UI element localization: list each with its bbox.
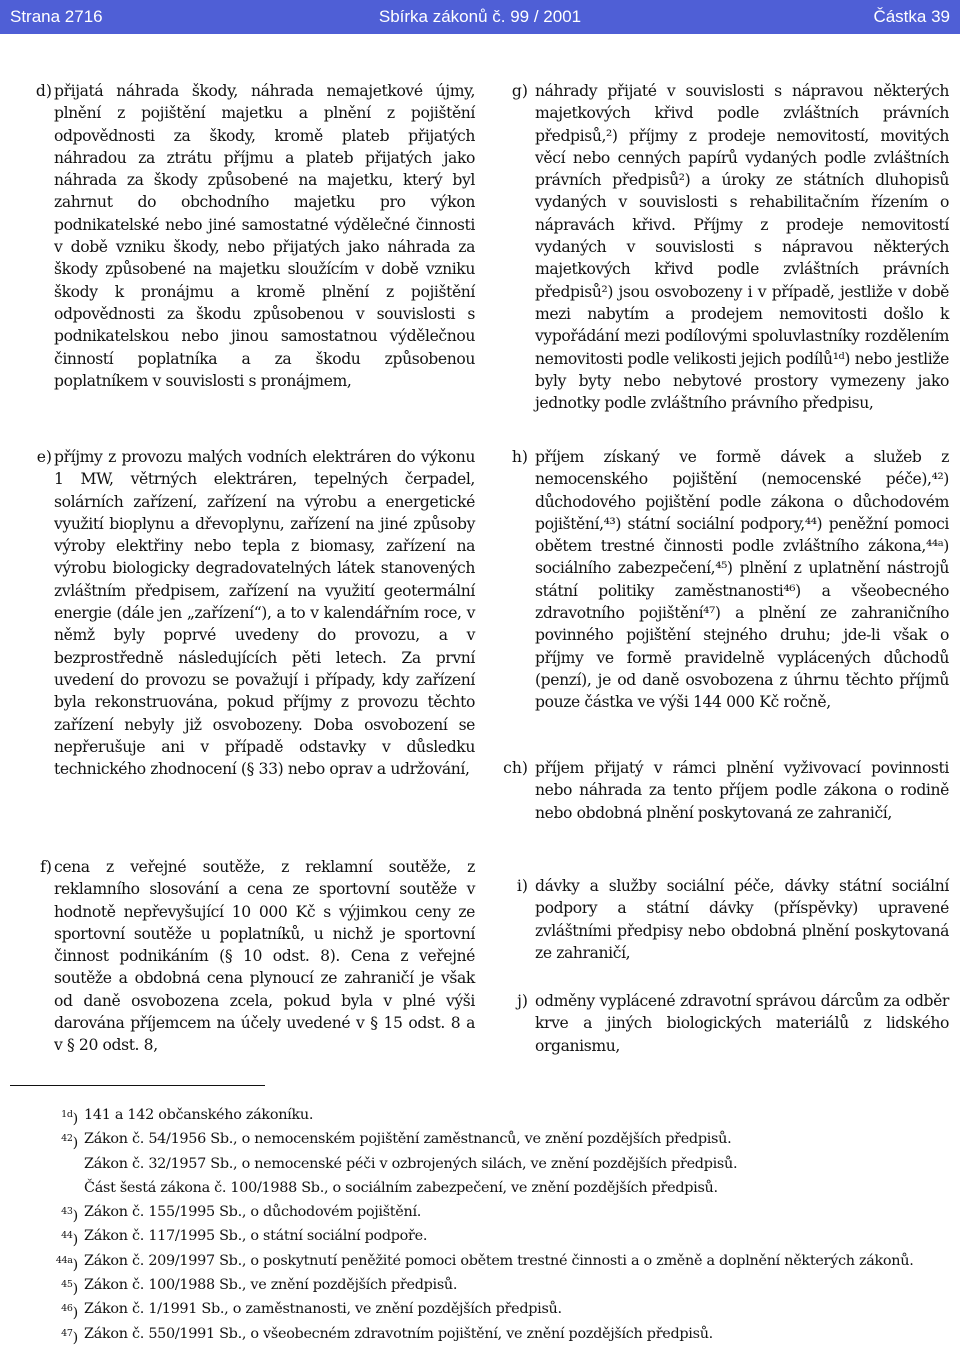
footnote-divider (10, 1085, 265, 1086)
footnote-text: Část šestá zákona č. 100/1988 Sb., o sociálním zabezpečení, ve znění pozdějších předpisů. (84, 1179, 718, 1196)
collection-title: Sbírka zákonů č. 99 / 2001 (378, 7, 582, 26)
item-text: odměny vyplácené zdravotní správou dárcům za odběr krve a jiných biologických materiálů z lidského organismu, (535, 992, 949, 1055)
item-text: dávky a služby sociální péče, dávky státní sociální podpory a státní dávky (příspěvky) upravené zvláštními předpisy nebo obdobná plnění poskytovaná ze zahraničí, (535, 877, 949, 962)
item-text: přijatá náhrada škody, náhrada nemajetkové újmy, plnění z pojištění majetku a plnění z pojištění odpovědnosti za škody, kromě plateb přijatých náhradou za ztrátu příjmu a plateb přijatých jako náhrada za škody způsobené na majetku, který byl zahrnut do obchodního majetku pro výkon podnikatelské nebo jiné samostatné výdělečné činnosti v době vzniku škody, nebo přijatých jako náhrada za škody způsobené na majetku sloužícím v době vzniku škody k pronájmu a kromě plnění z pojištění odpovědnosti za škodu způsobenou v souvislosti s podnikatelskou nebo jinou samostatnou výdělečnou činností poplatníka a za škodu způsobenou poplatníkem v souvislosti s pronájmem, (54, 82, 475, 390)
item-marker: ch) (503, 759, 528, 777)
footnote-text: Zákon č. 155/1995 Sb., o důchodovém pojištění. (84, 1204, 422, 1221)
item-text: náhrady přijaté v souvislosti s nápravou některých majetkových křivd podle zvláštních právních předpisů,²) příjmy z prodeje nemovitostí, movitých věcí nebo cenných papírů vydaných podle zvláštních právních předpisů²) a úroky ze státních dluhopisů vydaných v souvislosti s rehabilitačním řízením o nápravách křivd. Příjmy z prodeje nemovitostí vydaných v souvislosti s nápravou některých majetkových křivd podle zvláštních právních předpisů²) jsou osvobozeny i v případě, jestliže v době mezi nabytím a prodejem nemovitosti došlo k vypořádání mezi podílovými spoluvlastníky rozdělením nemovitosti podle velikosti jejich podílů¹ᵈ) nebo jestliže byly byty nebo nebytové prostory vymezeny jako jednotky podle zvláštního právního předpisu, (535, 82, 949, 413)
footnote-mark: $^{44}$) (61, 1230, 78, 1249)
footnote-text: Zákon č. 209/1997 Sb., o poskytnutí peněžité pomoci obětem trestné činnosti a o změně a doplnění některých zákonů. (84, 1252, 914, 1269)
footnote-mark: $^{43}$) (61, 1206, 78, 1225)
footnote-text: Zákon č. 1/1991 Sb., o zaměstnanosti, ve znění pozdějších předpisů. (84, 1301, 562, 1318)
footnote-text: Zákon č. 54/1956 Sb., o nemocenském pojištění zaměstnanců, ve znění pozdějších předpisů. (84, 1131, 732, 1148)
item-marker: e) (36, 448, 52, 466)
footnotes (0, 1103, 960, 1346)
item-marker: h) (511, 448, 528, 466)
page-header (0, 0, 960, 34)
footnote-text: Zákon č. 550/1991 Sb., o všeobecném zdravotním pojištění, ve znění pozdějších předpisů. (84, 1325, 713, 1342)
item-text: příjem přijatý v rámci plnění vyživovací povinnosti nebo náhrada za tento příjem podle zákona o rodině nebo obdobná plnění poskytovaná ze zahraničí, (535, 759, 949, 822)
item-text: cena z veřejné soutěže, z reklamní soutěže, z reklamního slosování a cena ze sportovní soutěže v hodnotě nepřevyšující 10 000 Kč s výjimkou ceny ze sportovní soutěže u poplatníků, u nichž je sportovní činnost podnikáním (§ 10 odst. 8). Cena z veřejné soutěže a obdobná cena plynoucí ze zahraničí je však od daně osvobozena zcela, pokud byla v plné výši darována příjemcem na účely uvedené v § 15 odst. 8 a v § 20 odst. 8, (54, 858, 475, 1055)
footnote (0, 1103, 960, 1127)
footnote-mark: $^{1d}$) (61, 1109, 78, 1127)
footnote-text: Zákon č. 32/1957 Sb., o nemocenské péči v ozbrojených silách, ve znění pozdějších předpisů. (84, 1155, 738, 1172)
footnote-mark: $^{46}$) (61, 1303, 78, 1322)
footnote (0, 1249, 960, 1273)
footnote (0, 1297, 960, 1321)
footnote-continuation (0, 1176, 960, 1200)
item-text: příjem získaný ve formě dávek a služeb z nemocenského pojištění (nemocenské péče),⁴²) důchodového pojištění podle zákona o důchodovém pojištění,⁴³) státní sociální podpory,⁴⁴) peněžní pomoci obětem trestné činnosti podle zvláštního zákona,⁴⁴ᵃ) sociálního zabezpečení,⁴⁵) plnění z uplatnění nástrojů státní politiky zaměstnanosti⁴⁶) a všeobecného zdravotního pojištění⁴⁷) a plnění ze zahraničního povinného pojištění stejného druhu; jde-li však o příjmy ve formě pravidelně vyplácených důchodů (penzí), je od daně osvobozena z úhrnu těchto příjmů pouze částka ve výši 144 000 Kč ročně, (535, 448, 949, 712)
footnote (0, 1127, 960, 1151)
footnote-mark: $^{47}$) (61, 1327, 78, 1346)
footnote-mark: $^{42}$) (61, 1133, 78, 1152)
item-text: příjmy z provozu malých vodních elektráren do výkonu 1 MW, větrných elektráren, tepelných čerpadel, solárních zařízení, zařízení na výrobu a energetické využití bioplynu a dřevoplynu, zařízení na jiné způsoby výroby elektřiny nebo tepla z biomasy, zařízení na výrobu biologicky degradovatelných látek stanovených zvláštním předpisem, zařízení na využití geotermální energie (dále jen „zařízení“), a to v kalendářním roce, v němž byly poprvé uvedeny do provozu, a v bezprostředně následujících pěti letech. Za první uvedení do provozu se považují i případy, kdy zařízení byla rekonstruována, pokud příjmy z provozu těchto zařízení nebyly již osvobozeny. Doba osvobození se nepřerušuje ani v případě odstavky v důsledku technického zhodnocení (§ 33) nebo oprav a udržování, (54, 448, 475, 779)
page-number: Strana 2716 (10, 7, 103, 26)
footnote-mark: $^{44a}$) (55, 1254, 78, 1273)
item-marker: i) (516, 877, 528, 895)
footnote-text: 141 a 142 občanského zákoníku. (84, 1107, 314, 1123)
footnote (0, 1200, 960, 1224)
item-marker: j) (517, 992, 528, 1010)
footnote-text: Zákon č. 117/1995 Sb., o státní sociální podpoře. (84, 1228, 428, 1245)
footnote-text: Zákon č. 100/1988 Sb., ve znění pozdějších předpisů. (84, 1277, 458, 1294)
footnote-mark: $^{45}$) (61, 1279, 78, 1298)
footnote (0, 1273, 960, 1297)
item-marker: d) (35, 82, 52, 100)
issue-number: Částka 39 (873, 7, 950, 26)
footnote (0, 1224, 960, 1248)
item-marker: g) (511, 82, 528, 100)
footnote-continuation (0, 1152, 960, 1176)
item-marker: f) (40, 858, 52, 876)
footnote (0, 1322, 960, 1346)
